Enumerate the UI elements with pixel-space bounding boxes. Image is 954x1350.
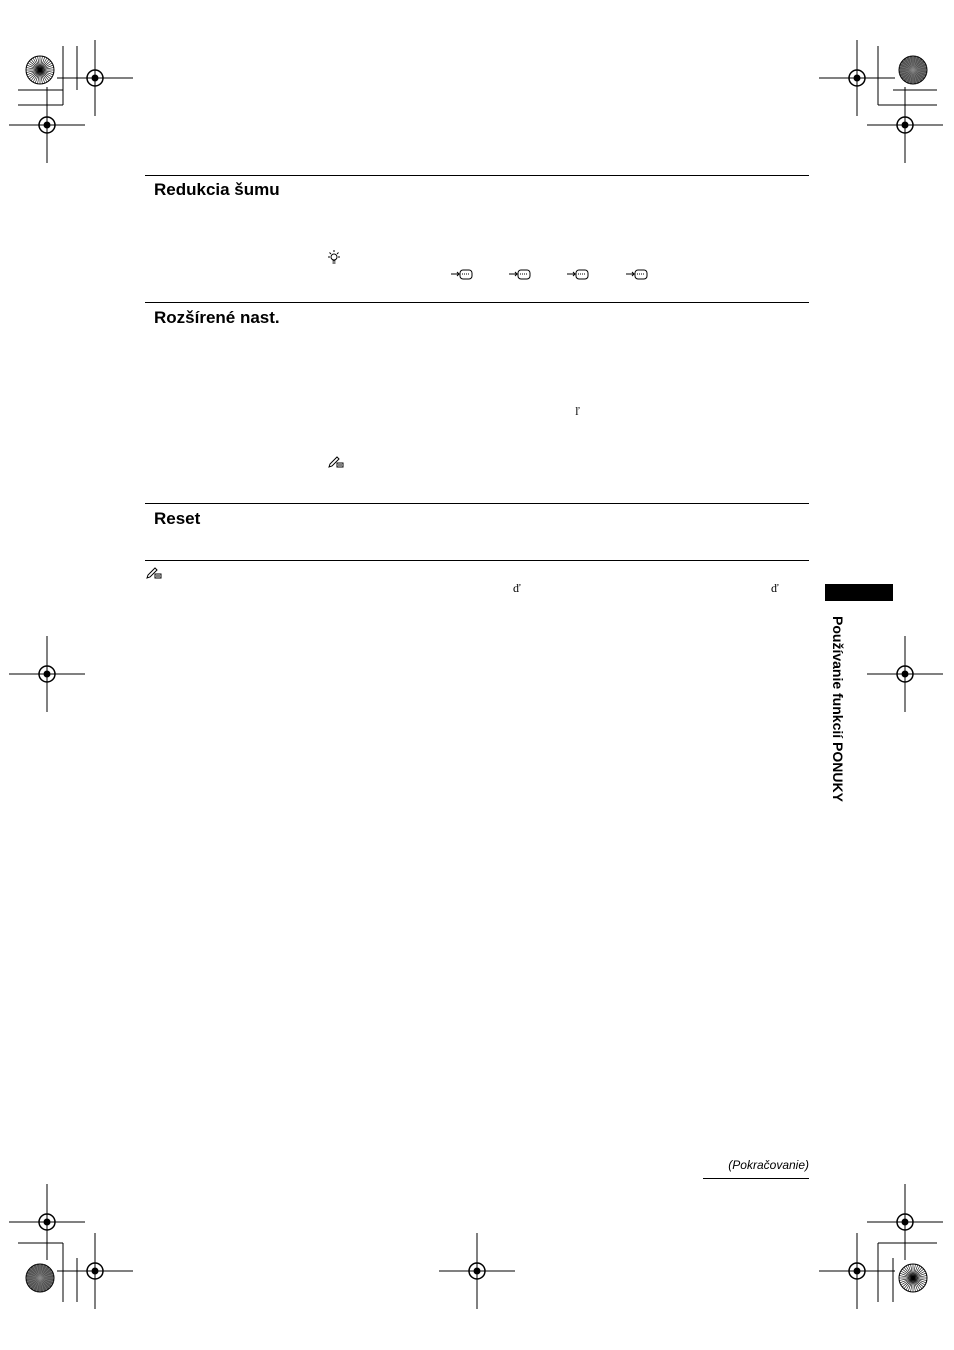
pencil-note-icon xyxy=(328,456,344,468)
section-title-noise-reduction: Redukcia šumu xyxy=(154,180,280,199)
section-title-advanced-settings: Rozšírené nast. xyxy=(154,308,280,327)
registration-target-icon xyxy=(819,1233,895,1309)
starburst-wheel-icon xyxy=(26,56,54,84)
registration-target-icon xyxy=(9,636,85,712)
registration-target-icon xyxy=(867,636,943,712)
gray-wheel-icon xyxy=(899,56,927,84)
section-rule xyxy=(145,560,809,561)
continued-label: (Pokračovanie) xyxy=(728,1158,809,1172)
gray-wheel-icon xyxy=(26,1264,54,1292)
stray-glyph: ď xyxy=(513,581,521,595)
pencil-note-icon xyxy=(146,567,162,579)
registration-target-icon xyxy=(57,1233,133,1309)
registration-target-icon xyxy=(9,87,85,163)
continued-rule xyxy=(703,1178,809,1179)
input-connector-icon xyxy=(567,268,589,281)
section-rule xyxy=(145,175,809,176)
starburst-wheel-icon xyxy=(899,1264,927,1292)
stray-glyph: ľ xyxy=(575,404,580,418)
input-connector-icon xyxy=(509,268,531,281)
side-tab-label: Používanie funkcií PONUKY xyxy=(830,616,846,802)
section-rule xyxy=(145,503,809,504)
stray-glyph: ď xyxy=(771,581,779,595)
registration-target-icon xyxy=(9,1184,85,1260)
side-tab-marker xyxy=(825,584,893,601)
input-connector-icon xyxy=(451,268,473,281)
lightbulb-tip-icon xyxy=(327,250,341,265)
section-title-reset: Reset xyxy=(154,509,201,528)
section-rule xyxy=(145,302,809,303)
input-connector-icon xyxy=(626,268,648,281)
registration-target-icon xyxy=(57,40,133,116)
registration-target-icon xyxy=(439,1233,515,1309)
